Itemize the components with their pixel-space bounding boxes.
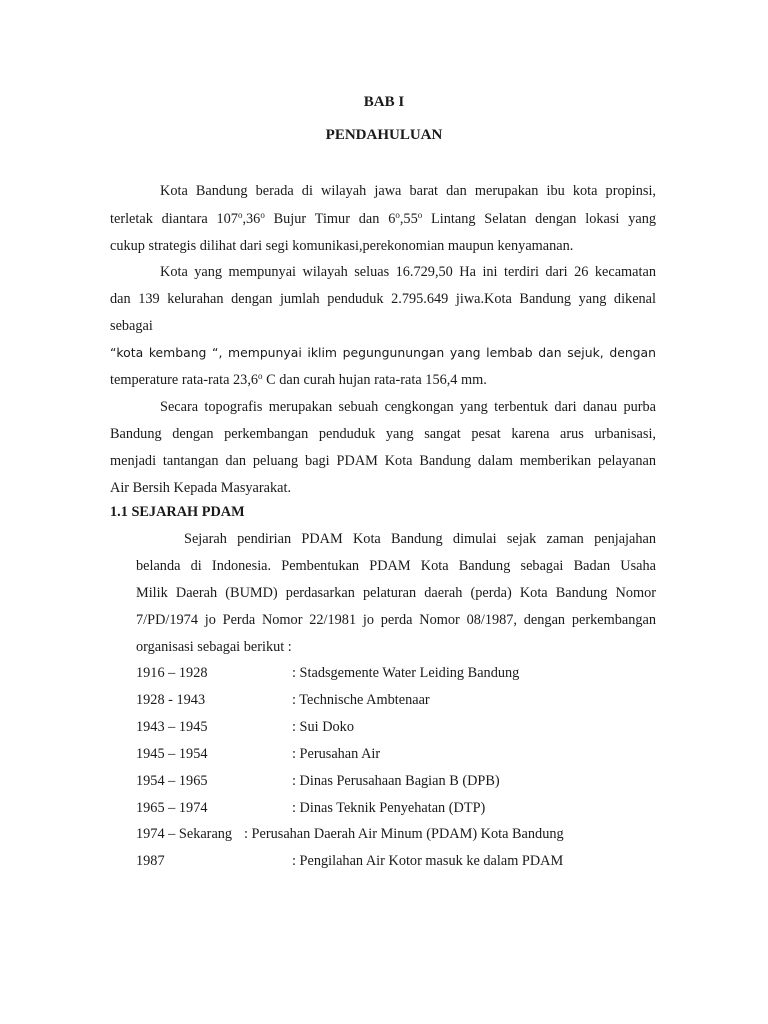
history-name: : Pengilahan Air Kotor masuk ke dalam PDAM — [292, 853, 564, 869]
paragraph-2-line-4: “kota kembang “, mempunyai iklim pegungunungan yang lembab dan sejuk, dengan — [110, 345, 656, 360]
paragraph-2-line-3: sebagai — [110, 318, 153, 334]
section-line-3: Milik Daerah (BUMD) perdasarkan pelaturan daerah (perda) Kota Bandung Nomor — [136, 585, 656, 601]
history-name: : Sui Doko — [292, 719, 354, 735]
history-period: 1987 — [136, 853, 165, 869]
paragraph-2-line-5: temperature rata-rata 23,6$^o$ C dan curah hujan rata-rata 156,4 mm. — [110, 371, 487, 388]
paragraph-1-line-3: cukup strategis dilihat dari segi komunikasi,perekonomian maupun kenyamanan. — [110, 238, 574, 254]
section-line-2: belanda di Indonesia. Pembentukan PDAM Kota Bandung sebagai Badan Usaha — [136, 558, 656, 574]
paragraph-2-line-1: Kota yang mempunyai wilayah seluas 16.729,50 Ha ini terdiri dari 26 kecamatan — [160, 264, 656, 280]
paragraph-2-line-2: dan 139 kelurahan dengan jumlah penduduk 2.795.649 jiwa.Kota Bandung yang dikenal — [110, 291, 656, 307]
history-period: 1974 – Sekarang — [136, 826, 233, 842]
section-line-5: organisasi sebagai berikut : — [136, 639, 292, 655]
history-period: 1945 – 1954 — [136, 746, 208, 762]
history-name: : Dinas Teknik Penyehatan (DTP) — [292, 800, 486, 816]
history-period: 1928 - 1943 — [136, 692, 206, 708]
history-name: : Technische Ambtenaar — [292, 692, 430, 708]
section-line-1: Sejarah pendirian PDAM Kota Bandung dimulai sejak zaman penjajahan — [184, 531, 656, 547]
paragraph-3-line-3: menjadi tantangan dan peluang bagi PDAM Kota Bandung dalam memberikan pelayanan — [110, 453, 656, 469]
paragraph-1-line-1: Kota Bandung berada di wilayah jawa barat dan merupakan ibu kota propinsi, — [160, 183, 656, 199]
history-name: : Perusahan Daerah Air Minum (PDAM) Kota Bandung — [244, 826, 564, 842]
history-period: 1943 – 1945 — [136, 719, 208, 735]
section-line-4: 7/PD/1974 jo Perda Nomor 22/1981 jo perda Nomor 08/1987, dengan perkembangan — [136, 612, 656, 628]
section-heading: 1.1 SEJARAH PDAM — [110, 504, 245, 520]
history-period: 1965 – 1974 — [136, 800, 208, 816]
chapter-title: PENDAHULUAN — [325, 127, 443, 143]
paragraph-1-line-2: terletak diantara 107$^o$,36$^o$ Bujur Timur dan 6$^o$,55$^o$ Lintang Selatan dengan lokasi yang — [110, 210, 656, 227]
history-period: 1916 – 1928 — [136, 665, 208, 681]
history-name: : Dinas Perusahaan Bagian B (DPB) — [292, 773, 500, 789]
history-name: : Stadsgemente Water Leiding Bandung — [292, 665, 520, 681]
history-name: : Perusahan Air — [292, 746, 381, 762]
chapter-number: BAB I — [363, 94, 405, 110]
paragraph-3-line-2: Bandung dengan perkembangan penduduk yang sangat pesat karena arus urbanisasi, — [110, 426, 656, 442]
paragraph-3-line-4: Air Bersih Kepada Masyarakat. — [110, 480, 292, 496]
paragraph-3-line-1: Secara topografis merupakan sebuah cengkongan yang terbentuk dari danau purba — [160, 399, 656, 415]
history-period: 1954 – 1965 — [136, 773, 208, 789]
